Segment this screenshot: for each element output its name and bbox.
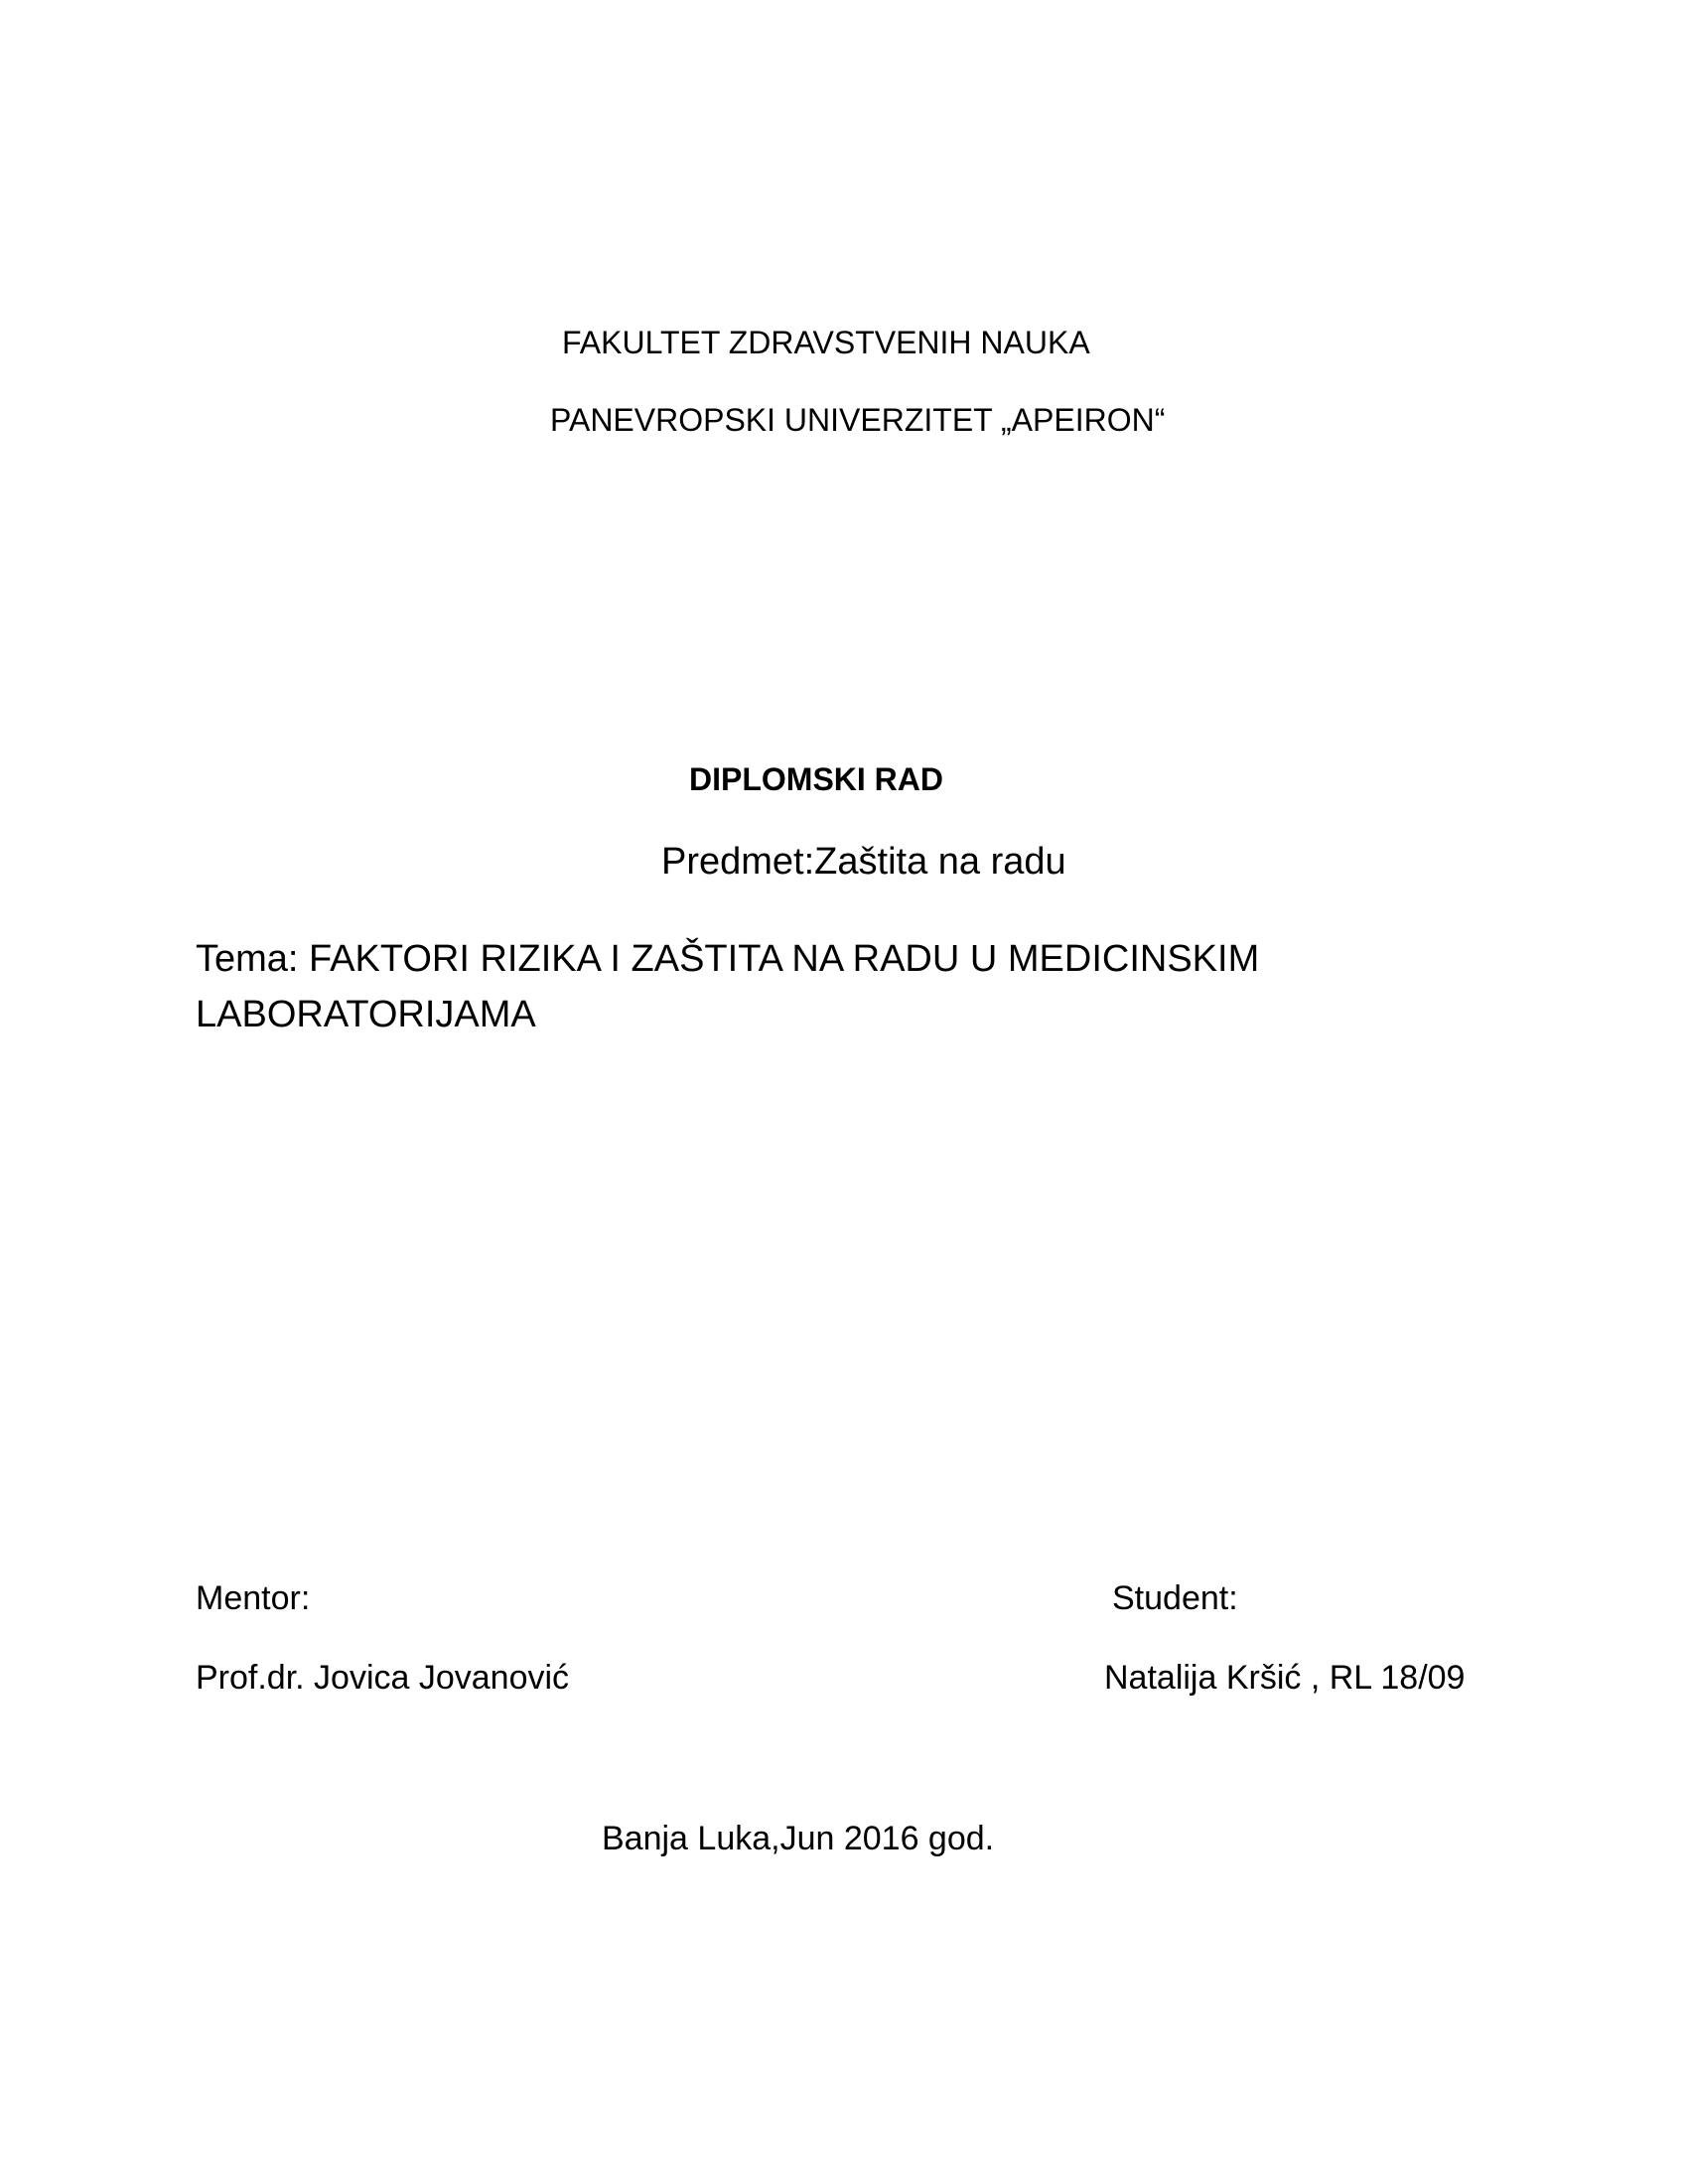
subject-line: Predmet:Zaštita na radu — [661, 841, 1066, 883]
mentor-name: Prof.dr. Jovica Jovanović — [196, 1659, 570, 1697]
topic-line: Tema: FAKTORI RIZIKA I ZAŠTITA NA RADU U MEDICINSKIM LABORATORIJAMA — [196, 938, 1260, 1035]
place-and-date: Banja Luka,Jun 2016 god. — [602, 1820, 995, 1857]
faculty-name: FAKULTET ZDRAVSTVENIH NAUKA — [562, 325, 1090, 360]
document-type-heading: DIPLOMSKI RAD — [689, 761, 943, 797]
mentor-label: Mentor: — [196, 1579, 311, 1617]
student-name: Natalija Kršić , RL 18/09 — [1104, 1659, 1466, 1697]
university-name: PANEVROPSKI UNIVERZITET „APEIRON“ — [550, 402, 1166, 438]
student-label: Student: — [1112, 1579, 1238, 1617]
